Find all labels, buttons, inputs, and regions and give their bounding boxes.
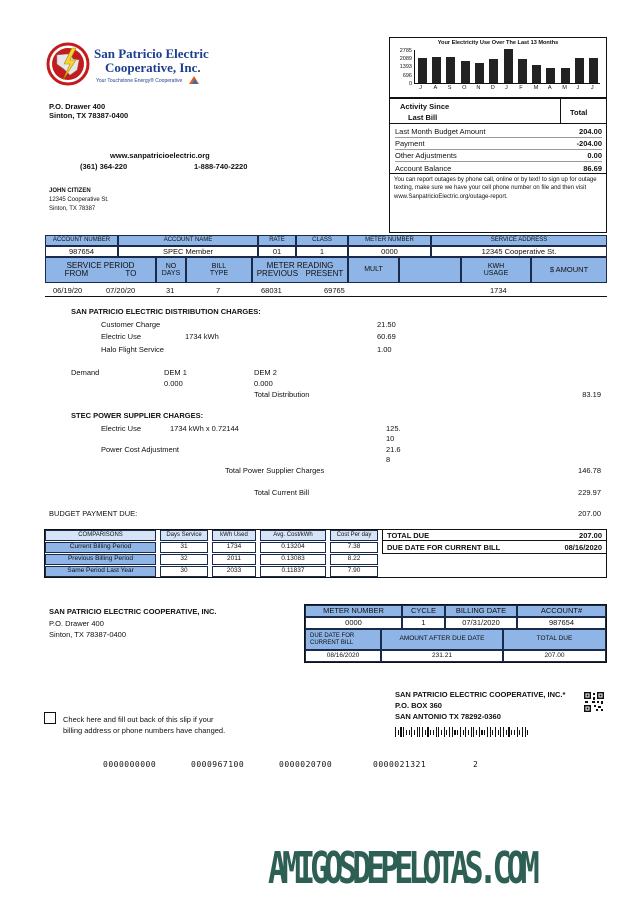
total-label: Total bbox=[570, 108, 588, 117]
total-current-label: Total Current Bill bbox=[254, 488, 310, 497]
type-label: TYPE bbox=[209, 270, 229, 277]
total-due-value: 207.00 bbox=[579, 530, 602, 540]
check-text-2: billing address or phone numbers have changed. bbox=[63, 726, 226, 735]
summary-row-value: -204.00 bbox=[576, 139, 602, 148]
usage-chart-month: A bbox=[547, 85, 552, 91]
total-distribution-label: Total Distribution bbox=[254, 390, 310, 399]
comparison-cell: 32 bbox=[160, 554, 208, 565]
remit-line-2: P.O. BOX 360 bbox=[395, 701, 442, 710]
summary-row-value: 0.00 bbox=[587, 151, 602, 160]
usage-chart-month: S bbox=[447, 85, 452, 91]
dem1-label: DEM 1 bbox=[164, 368, 187, 377]
qr-code-icon bbox=[584, 692, 604, 712]
blank-header bbox=[399, 257, 461, 283]
usage-chart-months bbox=[414, 85, 600, 93]
period-row-from: 06/19/20 bbox=[53, 286, 83, 295]
service-period-header bbox=[45, 257, 156, 283]
period-row-to: 07/20/20 bbox=[106, 286, 136, 295]
usage-bar bbox=[475, 63, 484, 84]
usage-chart-month: N bbox=[476, 85, 481, 91]
comparison-cell: 1734 bbox=[212, 542, 256, 553]
bill-label: BILL bbox=[211, 262, 227, 270]
meter-reading-header bbox=[252, 257, 348, 283]
usage-chart-month: J bbox=[419, 85, 422, 91]
usage-bar bbox=[418, 58, 427, 83]
comparison-row-label: Current Billing Period bbox=[45, 542, 156, 553]
stub-company: SAN PATRICIO ELECTRIC COOPERATIVE, INC. bbox=[49, 607, 217, 616]
usage-bar bbox=[561, 68, 570, 84]
stub-due-date-value: 08/16/2020 bbox=[305, 650, 381, 662]
company-website: www.sanpatricioelectric.org bbox=[110, 151, 210, 160]
usage-chart-tick: 2785 bbox=[399, 48, 412, 54]
company-phone-1: (361) 364-220 bbox=[80, 162, 128, 171]
comparison-cell: 0.11837 bbox=[260, 566, 326, 577]
usage-chart-month: J bbox=[505, 85, 508, 91]
bill-type-header bbox=[186, 257, 252, 283]
usage-chart-month: J bbox=[590, 85, 594, 91]
summary-row bbox=[395, 126, 602, 174]
comparison-cell: 8.22 bbox=[330, 554, 378, 565]
total-supplier-label: Total Power Supplier Charges bbox=[225, 466, 325, 475]
days-label: DAYS bbox=[161, 270, 181, 277]
stec-value-a: 125. bbox=[386, 424, 401, 433]
halo-value: 1.00 bbox=[377, 345, 392, 354]
usage-bar bbox=[446, 57, 455, 83]
stec-calc: 1734 kWh x 0.72144 bbox=[170, 424, 239, 433]
usage-bar bbox=[546, 68, 555, 83]
period-row-usage: 1734 bbox=[490, 286, 507, 295]
total-supplier-value: 146.78 bbox=[578, 466, 601, 475]
comparison-cell: 7.90 bbox=[330, 566, 378, 577]
comparison-cell: 2033 bbox=[212, 566, 256, 577]
days-service-header: Days Service bbox=[160, 530, 208, 541]
budget-due-value: 207.00 bbox=[578, 509, 601, 518]
stub-cycle-header: CYCLE bbox=[402, 605, 445, 617]
electric-use-label: Electric Use bbox=[101, 332, 142, 341]
usage-chart-tick: 1393 bbox=[399, 64, 412, 71]
from-label: FROM bbox=[64, 269, 89, 278]
company-phone-2: 1-888-740-2220 bbox=[194, 162, 248, 171]
touchstone-icon bbox=[189, 76, 199, 84]
usage-bar bbox=[518, 59, 527, 83]
kwh-label: KWH bbox=[487, 262, 505, 270]
usage-chart-month: A bbox=[433, 85, 438, 91]
stub-billing-date-value: 07/31/2020 bbox=[445, 617, 517, 629]
comparison-cell: 0.13204 bbox=[260, 542, 326, 553]
no-label: NO bbox=[165, 262, 177, 270]
meter-reading-label: METER READING bbox=[266, 260, 334, 270]
kwh-used-header: kWh Used bbox=[212, 530, 256, 541]
meter-number-value: 0000 bbox=[348, 246, 431, 257]
stub-address-1: P.O. Drawer 400 bbox=[49, 619, 104, 628]
summary-row-value: 86.69 bbox=[583, 163, 602, 173]
stub-amount-after-header: AMOUNT AFTER DUE DATE bbox=[381, 629, 503, 650]
stub-billing-date-header: BILLING DATE bbox=[445, 605, 517, 617]
distribution-heading: SAN PATRICIO ELECTRIC DISTRIBUTION CHARGES: bbox=[71, 307, 261, 316]
usage-chart-tick: 2089 bbox=[399, 56, 412, 63]
watermark: AMIGOSDEPELOTAS.COM bbox=[268, 843, 535, 894]
service-address-value: 12345 Cooperative St. bbox=[431, 246, 607, 257]
kwh-usage-header bbox=[461, 257, 531, 283]
usage-chart-month: F bbox=[519, 85, 523, 91]
header-class: CLASS bbox=[296, 235, 348, 246]
stub-total-due-header: TOTAL DUE bbox=[503, 629, 606, 650]
usage-chart-title: Your Electricity Use Over The Last 13 Months bbox=[437, 40, 559, 46]
company-tagline: Your Touchstone Energy® Cooperative bbox=[96, 78, 183, 84]
usage-chart-month: M bbox=[562, 85, 567, 91]
comparison-cell: 0.13083 bbox=[260, 554, 326, 565]
period-row-days: 31 bbox=[166, 286, 175, 295]
previous-label: PREVIOUS bbox=[256, 269, 299, 278]
address-change-checkbox[interactable] bbox=[44, 712, 56, 724]
total-due-label: TOTAL DUE bbox=[387, 530, 430, 540]
header-meter-number: METER NUMBER bbox=[348, 235, 431, 246]
outage-note: You can report outages by phone call, online or by text! to sign up for outage texting, make sure we have your cell phone number on file and then visit www.SanpatricioElectric.org/outage-report. bbox=[394, 177, 597, 200]
account-number-value: 987654 bbox=[45, 246, 118, 257]
scanline-field: 2 bbox=[473, 760, 479, 769]
header-rate: RATE bbox=[258, 235, 296, 246]
class-value: 1 bbox=[296, 246, 348, 257]
no-days-header bbox=[156, 257, 186, 283]
pca-value-a: 21.6 bbox=[386, 445, 401, 454]
customer-city: Sinton, TX 78387 bbox=[49, 206, 96, 212]
rate-value: 01 bbox=[258, 246, 296, 257]
comparison-cell: 30 bbox=[160, 566, 208, 577]
due-date-label: DUE DATE FOR CURRENT BILL bbox=[387, 542, 501, 552]
stec-value-b: 10 bbox=[386, 434, 395, 443]
check-text-1: Check here and fill out back of this slip if your bbox=[63, 715, 214, 724]
scanline-field: 0000000000 bbox=[103, 760, 157, 769]
company-name-line2: Cooperative, Inc. bbox=[105, 60, 201, 75]
comparisons-header: COMPARISONS bbox=[45, 530, 156, 541]
summary-row-label: Other Adjustments bbox=[395, 151, 457, 160]
header-service-address: SERVICE ADDRESS bbox=[431, 235, 607, 246]
summary-row-label: Last Month Budget Amount bbox=[395, 127, 486, 136]
period-row-present: 69765 bbox=[324, 286, 345, 295]
summary-row-value: 204.00 bbox=[579, 127, 602, 136]
comparison-cell: 7.38 bbox=[330, 542, 378, 553]
avg-cost-header: Avg. Cost/kWh bbox=[260, 530, 326, 541]
usage-bar bbox=[504, 49, 513, 83]
dem2-value: 0.000 bbox=[254, 379, 273, 388]
stub-meter-value: 0000 bbox=[305, 617, 402, 629]
usage-bar bbox=[432, 57, 441, 83]
due-date-value: 08/16/2020 bbox=[564, 542, 602, 552]
stub-address-2: Sinton, TX 78387-0400 bbox=[49, 630, 127, 639]
stub-cycle-value: 1 bbox=[402, 617, 445, 629]
stub-total-due-value: 207.00 bbox=[503, 650, 606, 662]
pca-value-b: 8 bbox=[386, 455, 391, 464]
scanline-field: 0000020700 bbox=[279, 760, 333, 769]
amount-header: $ AMOUNT bbox=[531, 257, 607, 283]
total-distribution-value: 83.19 bbox=[582, 390, 601, 399]
period-row-type: 7 bbox=[216, 286, 221, 295]
cost-per-day-header: Cost Per day bbox=[330, 530, 378, 541]
stub-amount-after-value: 231.21 bbox=[381, 650, 503, 662]
comparison-row-label: Previous Billing Period bbox=[45, 554, 156, 565]
usage-bar bbox=[589, 58, 598, 83]
postal-barcode bbox=[395, 727, 533, 737]
usage-chart-month: M bbox=[533, 85, 539, 91]
customer-charge-value: 21.50 bbox=[377, 320, 396, 329]
dem1-value: 0.000 bbox=[164, 379, 183, 388]
comparison-row-label: Same Period Last Year bbox=[45, 566, 156, 577]
stec-heading: STEC POWER SUPPLIER CHARGES: bbox=[71, 411, 204, 420]
summary-row-label: Payment bbox=[395, 139, 425, 148]
halo-label: Halo Flight Service bbox=[101, 345, 164, 354]
stub-due-date-header: DUE DATE FOR CURRENT BILL bbox=[305, 629, 381, 650]
service-period-label: SERVICE PERIOD bbox=[66, 260, 135, 270]
total-due-box bbox=[382, 530, 606, 554]
usage-bar bbox=[461, 61, 470, 83]
customer-name: JOHN CITIZEN bbox=[49, 188, 91, 194]
header-account-name: ACCOUNT NAME bbox=[118, 235, 258, 246]
stub-account-value: 987654 bbox=[517, 617, 606, 629]
electric-use-value: 60.69 bbox=[377, 332, 396, 341]
electric-use-kwh: 1734 kWh bbox=[185, 332, 219, 341]
usage-chart-month: D bbox=[490, 85, 495, 91]
activity-label-1: Activity Since bbox=[400, 102, 450, 111]
company-name-line1: San Patricio Electric bbox=[94, 46, 209, 61]
customer-street: 12345 Cooperative St. bbox=[49, 197, 109, 203]
comparison-cell: 31 bbox=[160, 542, 208, 553]
company-logo bbox=[46, 42, 90, 86]
summary-row-label: Account Balance bbox=[395, 163, 452, 173]
comparison-cell: 2011 bbox=[212, 554, 256, 565]
pca-label: Power Cost Adjustment bbox=[101, 445, 179, 454]
company-address-1: P.O. Drawer 400 bbox=[49, 102, 106, 111]
to-label: TO bbox=[125, 269, 137, 278]
stub-account-header: ACCOUNT# bbox=[517, 605, 606, 617]
scanline-field: 0000967100 bbox=[191, 760, 245, 769]
usage-label: USAGE bbox=[483, 270, 509, 277]
present-label: PRESENT bbox=[305, 269, 344, 278]
demand-label: Demand bbox=[71, 368, 100, 377]
customer-charge-label: Customer Charge bbox=[101, 320, 161, 329]
stec-electric-use-label: Electric Use bbox=[101, 424, 142, 433]
usage-chart-tick: 696 bbox=[402, 72, 412, 79]
usage-chart-plot bbox=[414, 50, 600, 84]
budget-due-label: BUDGET PAYMENT DUE: bbox=[49, 509, 138, 518]
company-address-2: Sinton, TX 78387-0400 bbox=[49, 111, 129, 120]
usage-chart-month: J bbox=[576, 85, 580, 91]
account-name-value: SPEC Member bbox=[118, 246, 258, 257]
total-current-value: 229.97 bbox=[578, 488, 601, 497]
remit-line-1: SAN PATRICIO ELECTRIC COOPERATIVE, INC.* bbox=[395, 690, 566, 699]
usage-bar bbox=[489, 59, 498, 83]
scanline-field: 0000021321 bbox=[373, 760, 427, 769]
activity-label-2: Last Bill bbox=[408, 113, 438, 122]
usage-bar bbox=[575, 58, 584, 83]
dem2-label: DEM 2 bbox=[254, 368, 277, 377]
remit-line-3: SAN ANTONIO TX 78292-0360 bbox=[395, 712, 501, 721]
usage-chart bbox=[394, 47, 604, 99]
stub-meter-header: METER NUMBER bbox=[305, 605, 402, 617]
mult-header: MULT bbox=[348, 257, 399, 283]
period-row-previous: 68031 bbox=[261, 286, 282, 295]
header-account-number: ACCOUNT NUMBER bbox=[45, 235, 118, 246]
usage-chart-tick: 0 bbox=[408, 80, 412, 87]
usage-bar bbox=[532, 65, 541, 83]
usage-chart-month: O bbox=[462, 85, 467, 91]
